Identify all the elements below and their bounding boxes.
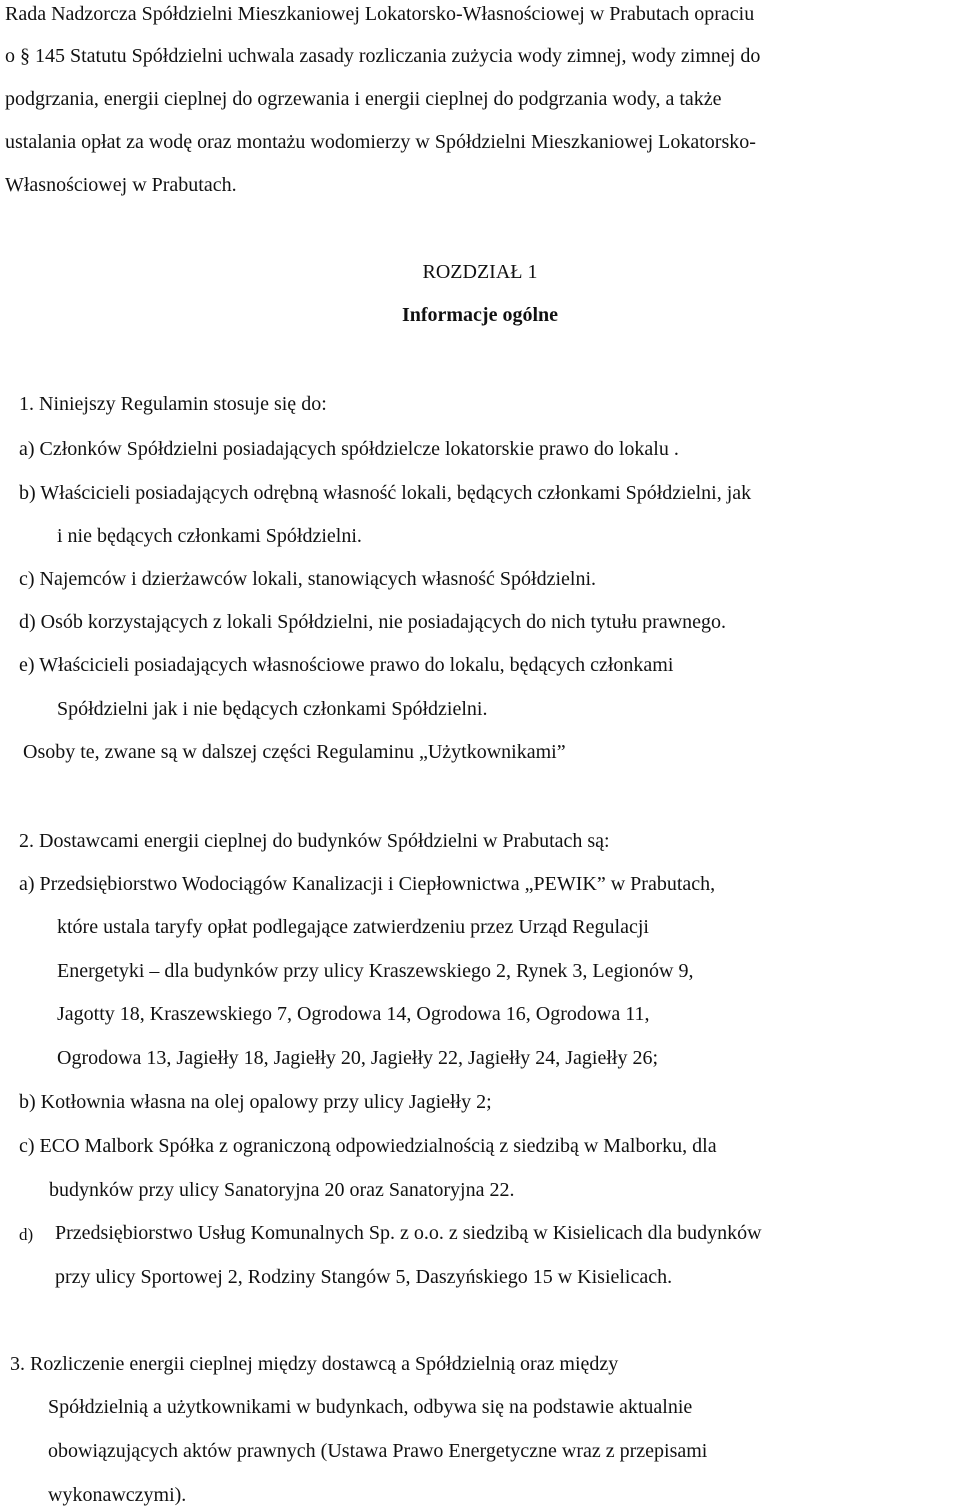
users-definition: Osoby te, zwane są w dalszej części Regulaminu „Użytkownikami” (23, 741, 566, 763)
intro-line: ustalania opłat za wodę oraz montażu wodomierzy w Spółdzielni Mieszkaniowej Lokatorsko- (5, 131, 756, 153)
section-1-lead: 1. Niniejszy Regulamin stosuje się do: (19, 393, 327, 415)
supplier-a-continuation: Energetyki – dla budynków przy ulicy Kraszewskiego 2, Rynek 3, Legionów 9, (57, 960, 694, 982)
list-item: b) Właścicieli posiadających odrębną własność lokali, będących członkami Spółdzielni, jak (19, 482, 752, 504)
intro-line: Rada Nadzorcza Spółdzielni Mieszkaniowej Lokatorsko-Własnościowej w Prabutach opraciu (5, 3, 755, 25)
supplier-c: c) ECO Malbork Spółka z ograniczoną odpowiedzialnością z siedzibą w Malborku, dla (19, 1135, 717, 1157)
list-item: a) Członków Spółdzielni posiadających spółdzielcze lokatorskie prawo do lokalu . (19, 438, 679, 460)
section-3-line: obowiązujących aktów prawnych (Ustawa Prawo Energetyczne wraz z przepisami (48, 1440, 708, 1462)
section-2-lead: 2. Dostawcami energii cieplnej do budynków Spółdzielni w Prabutach są: (19, 830, 610, 852)
section-3-line: 3. Rozliczenie energii cieplnej między dostawcą a Spółdzielnią oraz między (10, 1353, 619, 1375)
intro-line: o § 145 Statutu Spółdzielni uchwala zasady rozliczania zużycia wody zimnej, wody zimnej do (5, 45, 761, 67)
supplier-a: a) Przedsiębiorstwo Wodociągów Kanalizacji i Ciepłownictwa „PEWIK” w Prabutach, (19, 873, 716, 895)
list-item: d) Osób korzystających z lokali Spółdzielni, nie posiadających do nich tytułu prawnego. (19, 611, 727, 633)
section-3-line: wykonawczymi). (48, 1484, 187, 1506)
supplier-c-continuation: budynków przy ulicy Sanatoryjna 20 oraz Sanatoryjna 22. (49, 1179, 515, 1201)
section-3-line: Spółdzielnią a użytkownikami w budynkach, odbywa się na podstawie aktualnie (48, 1396, 693, 1418)
supplier-d: Przedsiębiorstwo Usług Komunalnych Sp. z o.o. z siedzibą w Kisielicach dla budynków (55, 1222, 762, 1244)
supplier-b: b) Kotłownia własna na olej opalowy przy ulicy Jagiełły 2; (19, 1091, 492, 1113)
chapter-title: Informacje ogólne (401, 304, 559, 326)
list-item: e) Właścicieli posiadających własnościowe prawo do lokalu, będących członkami (19, 654, 674, 676)
intro-line: podgrzania, energii cieplnej do ogrzewania i energii cieplnej do podgrzania wody, a także (5, 88, 722, 110)
supplier-d-continuation: przy ulicy Sportowej 2, Rodziny Stangów 5, Daszyńskiego 15 w Kisielicach. (55, 1266, 673, 1288)
intro-line: Własnościowej w Prabutach. (5, 174, 237, 196)
list-item: c) Najemców i dzierżawców lokali, stanowiących własność Spółdzielni. (19, 568, 597, 590)
list-item-continuation: i nie będących członkami Spółdzielni. (57, 525, 362, 547)
chapter-number: ROZDZIAŁ 1 (422, 261, 538, 283)
supplier-a-continuation: Jagotty 18, Kraszewskiego 7, Ogrodowa 14, Ogrodowa 16, Ogrodowa 11, (57, 1003, 650, 1025)
list-item-continuation: Spółdzielni jak i nie będących członkami Spółdzielni. (57, 698, 488, 720)
supplier-a-continuation: które ustala taryfy opłat podlegające zatwierdzeniu przez Urząd Regulacji (57, 916, 649, 938)
supplier-a-continuation: Ogrodowa 13, Jagiełły 18, Jagiełły 20, Jagiełły 22, Jagiełły 24, Jagiełły 26; (57, 1047, 659, 1069)
supplier-d-marker: d) (19, 1225, 34, 1244)
